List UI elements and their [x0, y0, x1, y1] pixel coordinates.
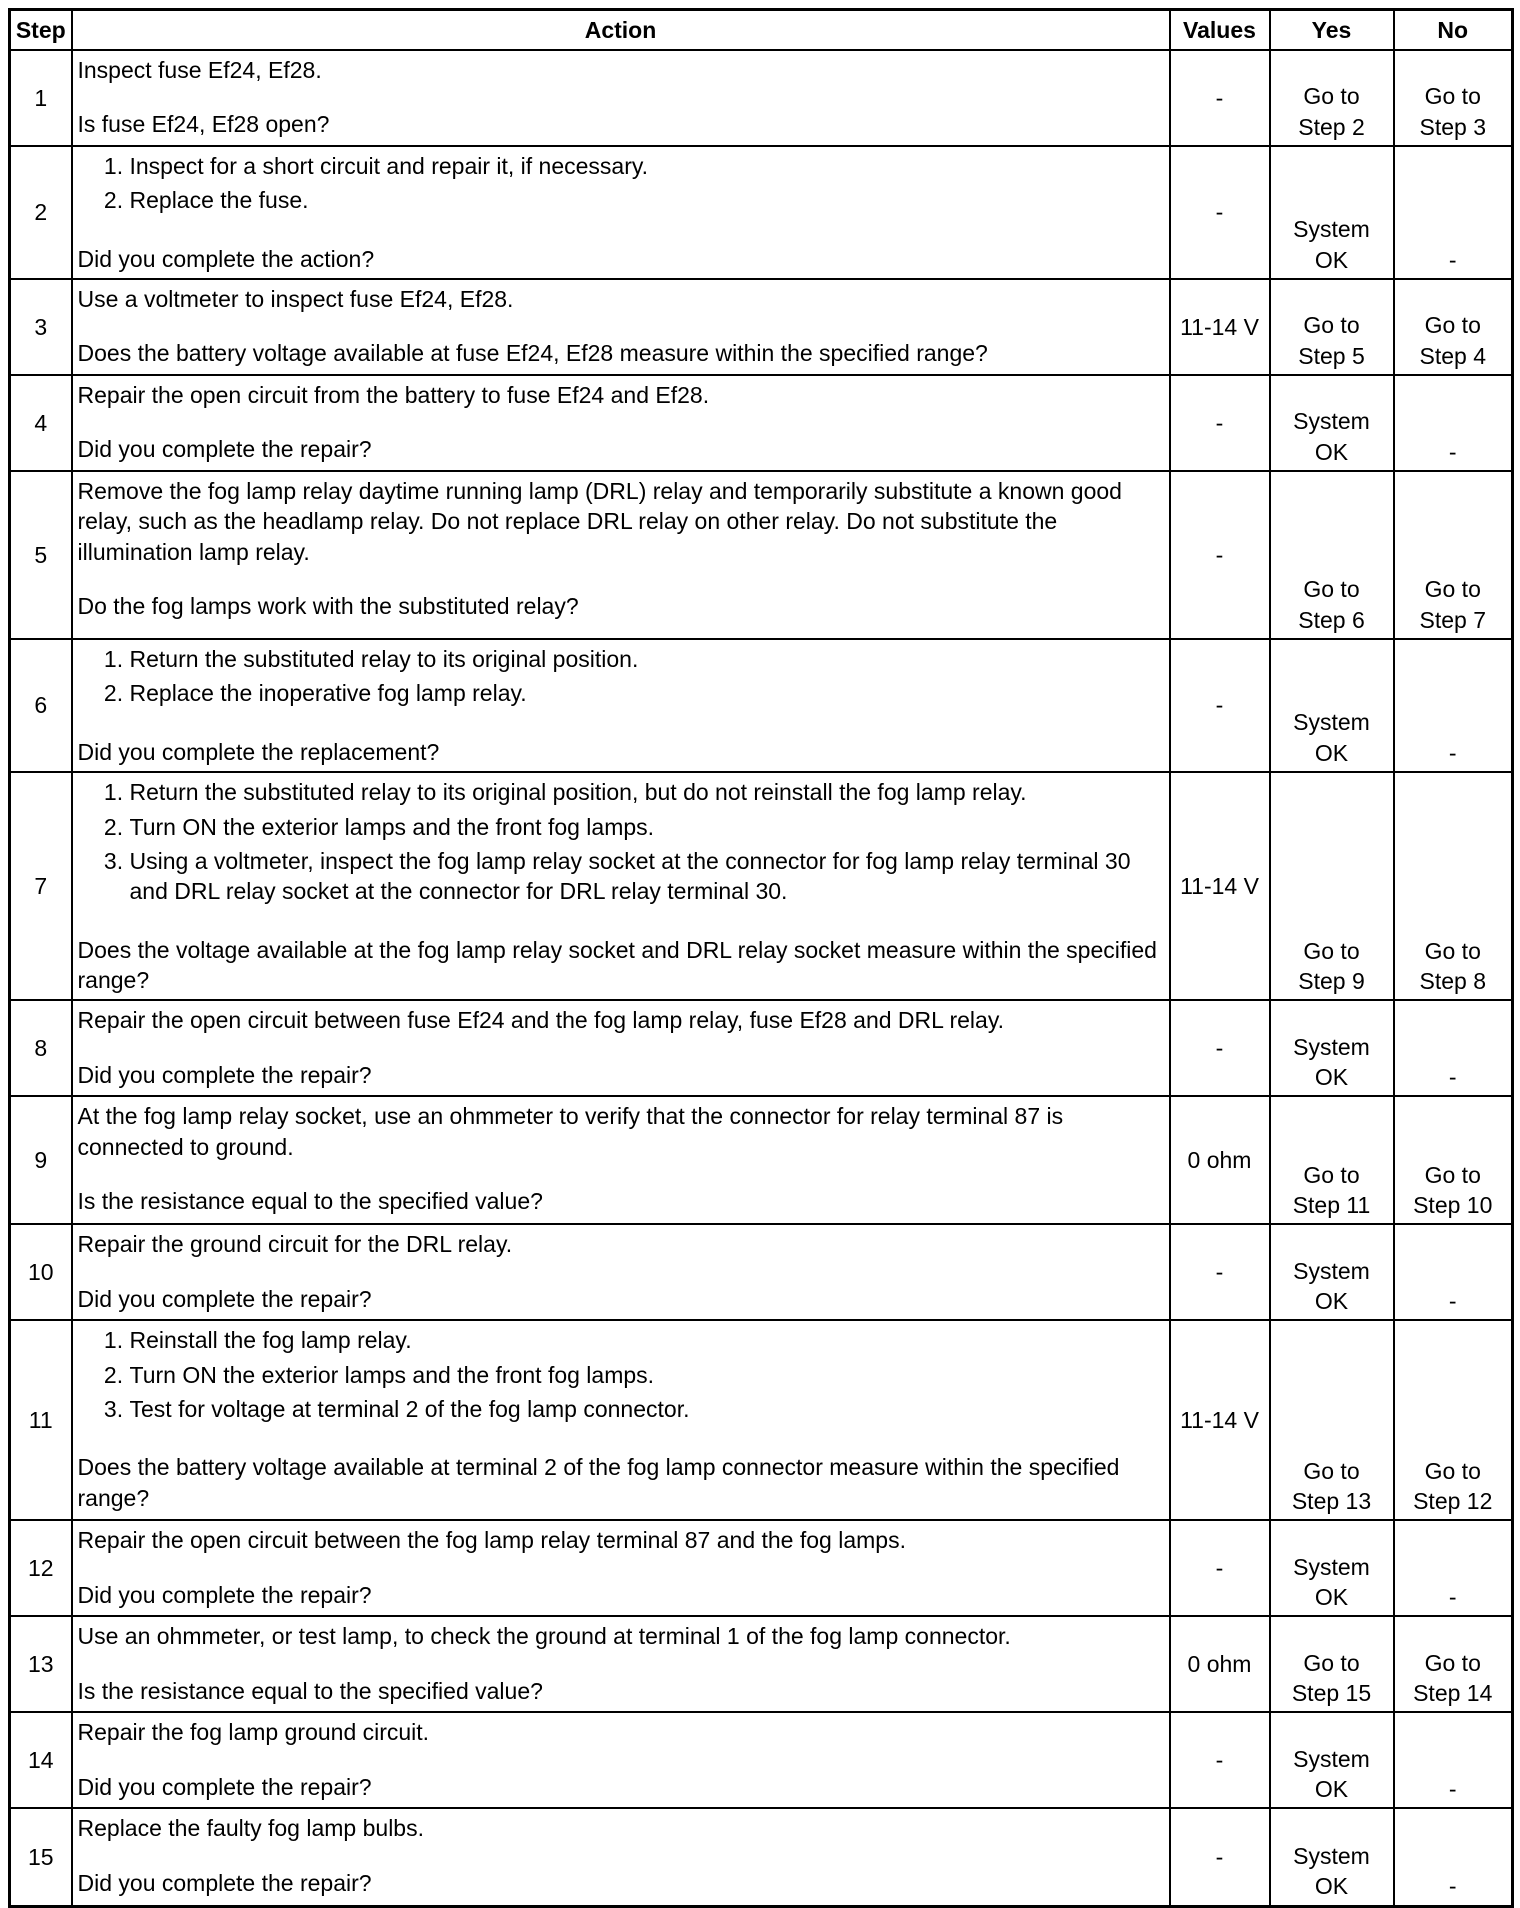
table-row [10, 1616, 1513, 1712]
yes-cell: Go to Step 6 [1270, 471, 1394, 639]
spacer [78, 314, 1161, 338]
action-text: Repair the open circuit between the fog lamp relay terminal 87 and the fog lamps. [77, 1527, 906, 1554]
header-action: Action [72, 10, 1170, 51]
table-row [10, 375, 1513, 471]
step-number: 5 [10, 471, 72, 639]
yes-cell: Go to Step 9 [1270, 772, 1394, 1000]
yes-cell: System OK [1270, 1520, 1394, 1616]
value-cell: - [1170, 1520, 1270, 1616]
step-number: 1 [10, 50, 72, 146]
table-row [10, 639, 1513, 772]
value-cell: - [1170, 1808, 1270, 1906]
yes-cell: Go to Step 11 [1270, 1096, 1394, 1224]
yes-cell: Go to Step 5 [1270, 279, 1394, 375]
action-cell [72, 772, 1170, 1000]
action-question: Do the fog lamps work with the substituted relay? [77, 593, 579, 620]
yes-cell: Go to Step 15 [1270, 1616, 1394, 1712]
action-cell [72, 639, 1170, 772]
spacer [78, 1260, 1161, 1284]
action-cell [72, 146, 1170, 279]
action-question: Does the voltage available at the fog lamp relay socket and DRL relay socket measure within the specified range? [77, 936, 1157, 993]
yes-cell: System OK [1270, 146, 1394, 279]
action-text: Repair the open circuit between fuse Ef24 and the fog lamp relay, fuse Ef28 and DRL relay. [77, 1007, 1005, 1034]
no-cell: Go to Step 4 [1394, 279, 1513, 375]
no-cell: Go to Step 12 [1394, 1320, 1513, 1520]
table-row [10, 146, 1513, 279]
spacer [78, 1556, 1161, 1580]
step-number: 6 [10, 639, 72, 772]
header-step: Step [10, 10, 72, 51]
table-row [10, 1712, 1513, 1808]
action-cell [72, 50, 1170, 146]
table-row [10, 1000, 1513, 1096]
value-cell: 11-14 V [1170, 279, 1270, 375]
value-cell: - [1170, 1000, 1270, 1096]
value-cell: - [1170, 1712, 1270, 1808]
action-question: Does the battery voltage available at fuse Ef24, Ef28 measure within the specified range? [77, 340, 988, 367]
spacer [78, 220, 1161, 244]
action-step-item: 2. Turn ON the exterior lamps and the front fog lamps. [130, 812, 1161, 842]
action-step-item: 1. Reinstall the fog lamp relay. [130, 1325, 1161, 1355]
action-cell [72, 1096, 1170, 1224]
table-body [10, 50, 1513, 1906]
action-step-item: 2. Turn ON the exterior lamps and the front fog lamps. [130, 1360, 1161, 1390]
step-number: 11 [10, 1320, 72, 1520]
action-step-item: 2. Replace the fuse. [130, 185, 1161, 215]
no-cell: - [1394, 1808, 1513, 1906]
action-text: At the fog lamp relay socket, use an ohmmeter to verify that the connector for relay terminal 87 is connected to ground. [77, 1103, 1064, 1160]
value-cell: 11-14 V [1170, 772, 1270, 1000]
value-cell: 11-14 V [1170, 1320, 1270, 1520]
value-cell: 0 ohm [1170, 1096, 1270, 1224]
spacer [78, 1652, 1161, 1676]
table-row [10, 1320, 1513, 1520]
action-cell [72, 1000, 1170, 1096]
action-question: Did you complete the repair? [77, 1581, 372, 1608]
step-number: 13 [10, 1616, 72, 1712]
no-cell: - [1394, 375, 1513, 471]
value-cell: - [1170, 1224, 1270, 1320]
no-cell: Go to Step 3 [1394, 50, 1513, 146]
action-step-item: 3. Using a voltmeter, inspect the fog lamp relay socket at the connector for fog lamp relay terminal 30 and DRL relay socket at the connector for DRL relay terminal 30. [130, 846, 1161, 907]
header-yes: Yes [1270, 10, 1394, 51]
action-step-item: 1. Return the substituted relay to its original position. [130, 644, 1161, 674]
table-row [10, 1520, 1513, 1616]
spacer [78, 1162, 1161, 1186]
step-number: 4 [10, 375, 72, 471]
spacer [78, 1036, 1161, 1060]
no-cell: - [1394, 1224, 1513, 1320]
header-no: No [1394, 10, 1513, 51]
step-number: 10 [10, 1224, 72, 1320]
step-number: 2 [10, 146, 72, 279]
action-text: Remove the fog lamp relay daytime running lamp (DRL) relay and temporarily substitute a known good relay, such as the headlamp relay. Do not replace DRL relay on other relay. Do not substitute the illumination lamp relay. [77, 478, 1122, 565]
yes-cell: Go to Step 13 [1270, 1320, 1394, 1520]
action-question: Is the resistance equal to the specified value? [77, 1188, 543, 1215]
table-row [10, 279, 1513, 375]
step-number: 7 [10, 772, 72, 1000]
step-number: 8 [10, 1000, 72, 1096]
action-cell [72, 1320, 1170, 1520]
no-cell: - [1394, 146, 1513, 279]
action-steps-list [78, 151, 1161, 216]
action-step-item: 2. Replace the inoperative fog lamp relay. [130, 678, 1161, 708]
action-cell [72, 1520, 1170, 1616]
action-cell [72, 375, 1170, 471]
header-values: Values [1170, 10, 1270, 51]
table-row [10, 1096, 1513, 1224]
table-row [10, 1224, 1513, 1320]
action-step-item: 1. Return the substituted relay to its original position, but do not reinstall the fog lamp relay. [130, 777, 1161, 807]
yes-cell: System OK [1270, 1808, 1394, 1906]
yes-cell: System OK [1270, 1712, 1394, 1808]
spacer [78, 410, 1161, 434]
table-row [10, 50, 1513, 146]
action-question: Did you complete the repair? [77, 1869, 372, 1896]
no-cell: - [1394, 1712, 1513, 1808]
action-text: Use an ohmmeter, or test lamp, to check the ground at terminal 1 of the fog lamp connector. [77, 1623, 1011, 1650]
action-cell [72, 1224, 1170, 1320]
value-cell: - [1170, 639, 1270, 772]
action-question: Is fuse Ef24, Ef28 open? [77, 111, 330, 138]
action-text: Replace the faulty fog lamp bulbs. [77, 1815, 424, 1842]
action-text: Use a voltmeter to inspect fuse Ef24, Ef28. [77, 286, 514, 313]
header-row [10, 10, 1513, 51]
diagnostic-table [8, 8, 1514, 1908]
no-cell: - [1394, 639, 1513, 772]
table-row [10, 471, 1513, 639]
yes-cell: Go to Step 2 [1270, 50, 1394, 146]
action-cell [72, 471, 1170, 639]
spacer [78, 567, 1161, 591]
step-number: 9 [10, 1096, 72, 1224]
value-cell: - [1170, 146, 1270, 279]
yes-cell: System OK [1270, 1224, 1394, 1320]
yes-cell: System OK [1270, 1000, 1394, 1096]
yes-cell: System OK [1270, 375, 1394, 471]
action-text: Repair the ground circuit for the DRL relay. [77, 1231, 513, 1258]
action-text: Repair the fog lamp ground circuit. [77, 1719, 430, 1746]
value-cell: - [1170, 375, 1270, 471]
no-cell: Go to Step 10 [1394, 1096, 1513, 1224]
action-cell [72, 279, 1170, 375]
action-question: Does the battery voltage available at terminal 2 of the fog lamp connector measure within the specified range? [77, 1454, 1120, 1511]
action-question: Did you complete the repair? [77, 436, 372, 463]
step-number: 15 [10, 1808, 72, 1906]
no-cell: - [1394, 1520, 1513, 1616]
action-question: Did you complete the repair? [77, 1061, 372, 1088]
spacer [78, 1428, 1161, 1452]
spacer [78, 911, 1161, 935]
spacer [78, 85, 1161, 109]
action-steps-list [78, 777, 1161, 906]
no-cell: Go to Step 7 [1394, 471, 1513, 639]
value-cell: - [1170, 50, 1270, 146]
table-row [10, 772, 1513, 1000]
no-cell: Go to Step 14 [1394, 1616, 1513, 1712]
action-cell [72, 1712, 1170, 1808]
action-steps-list [78, 644, 1161, 709]
value-cell: 0 ohm [1170, 1616, 1270, 1712]
action-question: Did you complete the repair? [77, 1773, 372, 1800]
yes-cell: System OK [1270, 639, 1394, 772]
no-cell: Go to Step 8 [1394, 772, 1513, 1000]
action-step-item: 3. Test for voltage at terminal 2 of the fog lamp connector. [130, 1394, 1161, 1424]
action-question: Did you complete the replacement? [77, 738, 440, 765]
value-cell: - [1170, 471, 1270, 639]
action-question: Did you complete the repair? [77, 1285, 372, 1312]
action-question: Did you complete the action? [77, 245, 375, 272]
spacer [78, 1844, 1161, 1868]
action-text: Repair the open circuit from the battery to fuse Ef24 and Ef28. [77, 382, 710, 409]
step-number: 12 [10, 1520, 72, 1616]
no-cell: - [1394, 1000, 1513, 1096]
action-text: Inspect fuse Ef24, Ef28. [77, 57, 322, 83]
spacer [78, 1748, 1161, 1772]
spacer [78, 713, 1161, 737]
action-step-item: 1. Inspect for a short circuit and repair it, if necessary. [130, 151, 1161, 181]
step-number: 14 [10, 1712, 72, 1808]
action-question: Is the resistance equal to the specified value? [77, 1677, 543, 1704]
action-cell [72, 1616, 1170, 1712]
step-number: 3 [10, 279, 72, 375]
action-steps-list [78, 1325, 1161, 1424]
